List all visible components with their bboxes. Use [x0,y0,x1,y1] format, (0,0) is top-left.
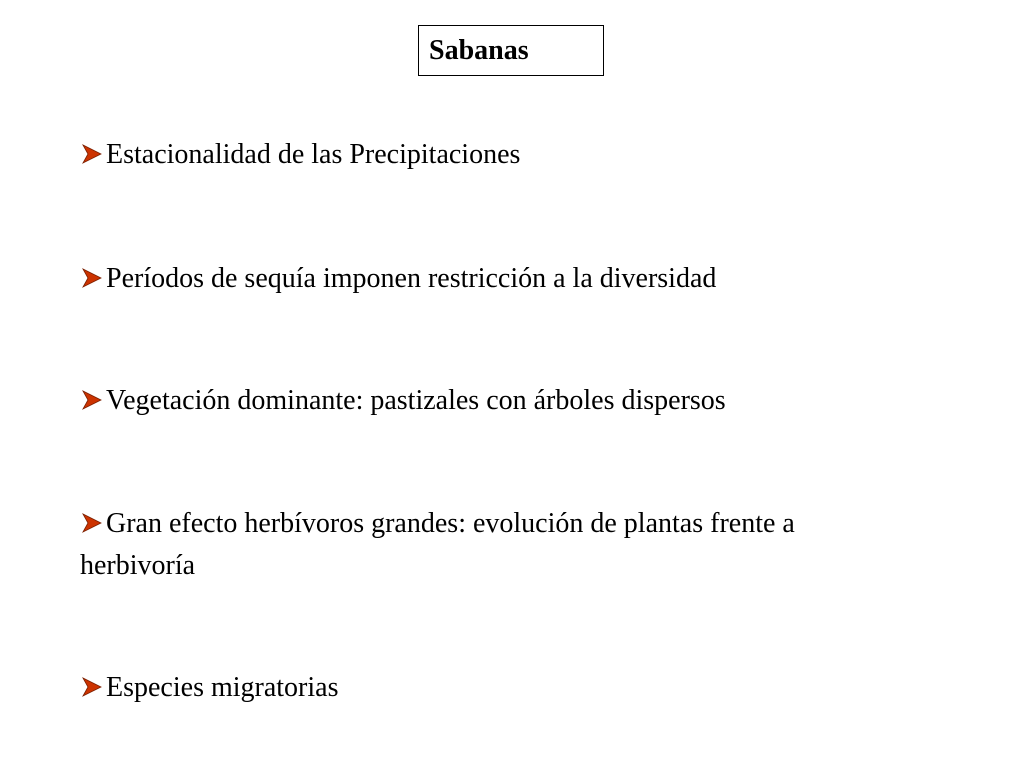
bullet-item-3 [80,380,880,422]
arrow-bullet-icon [80,512,104,534]
bullet-text: Vegetación dominante: pastizales con árboles dispersos [106,385,726,416]
bullet-item-5 [80,667,880,709]
arrow-bullet-icon [80,676,104,698]
slide-title: Sabanas [429,35,529,66]
bullet-text: Estacionalidad de las Precipitaciones [106,139,521,170]
bullet-text: Especies migratorias [106,672,339,703]
bullet-item-2 [80,258,880,300]
title-box [418,25,604,76]
bullet-text: Períodos de sequía imponen restricción a la diversidad [106,263,717,294]
arrow-bullet-icon [80,267,104,289]
bullet-item-4 [80,503,880,587]
bullet-item-1 [80,134,880,176]
arrow-bullet-icon [80,389,104,411]
bullet-text: Gran efecto herbívoros grandes: evolución de plantas frente a herbivoría [80,508,795,581]
arrow-bullet-icon [80,143,104,165]
